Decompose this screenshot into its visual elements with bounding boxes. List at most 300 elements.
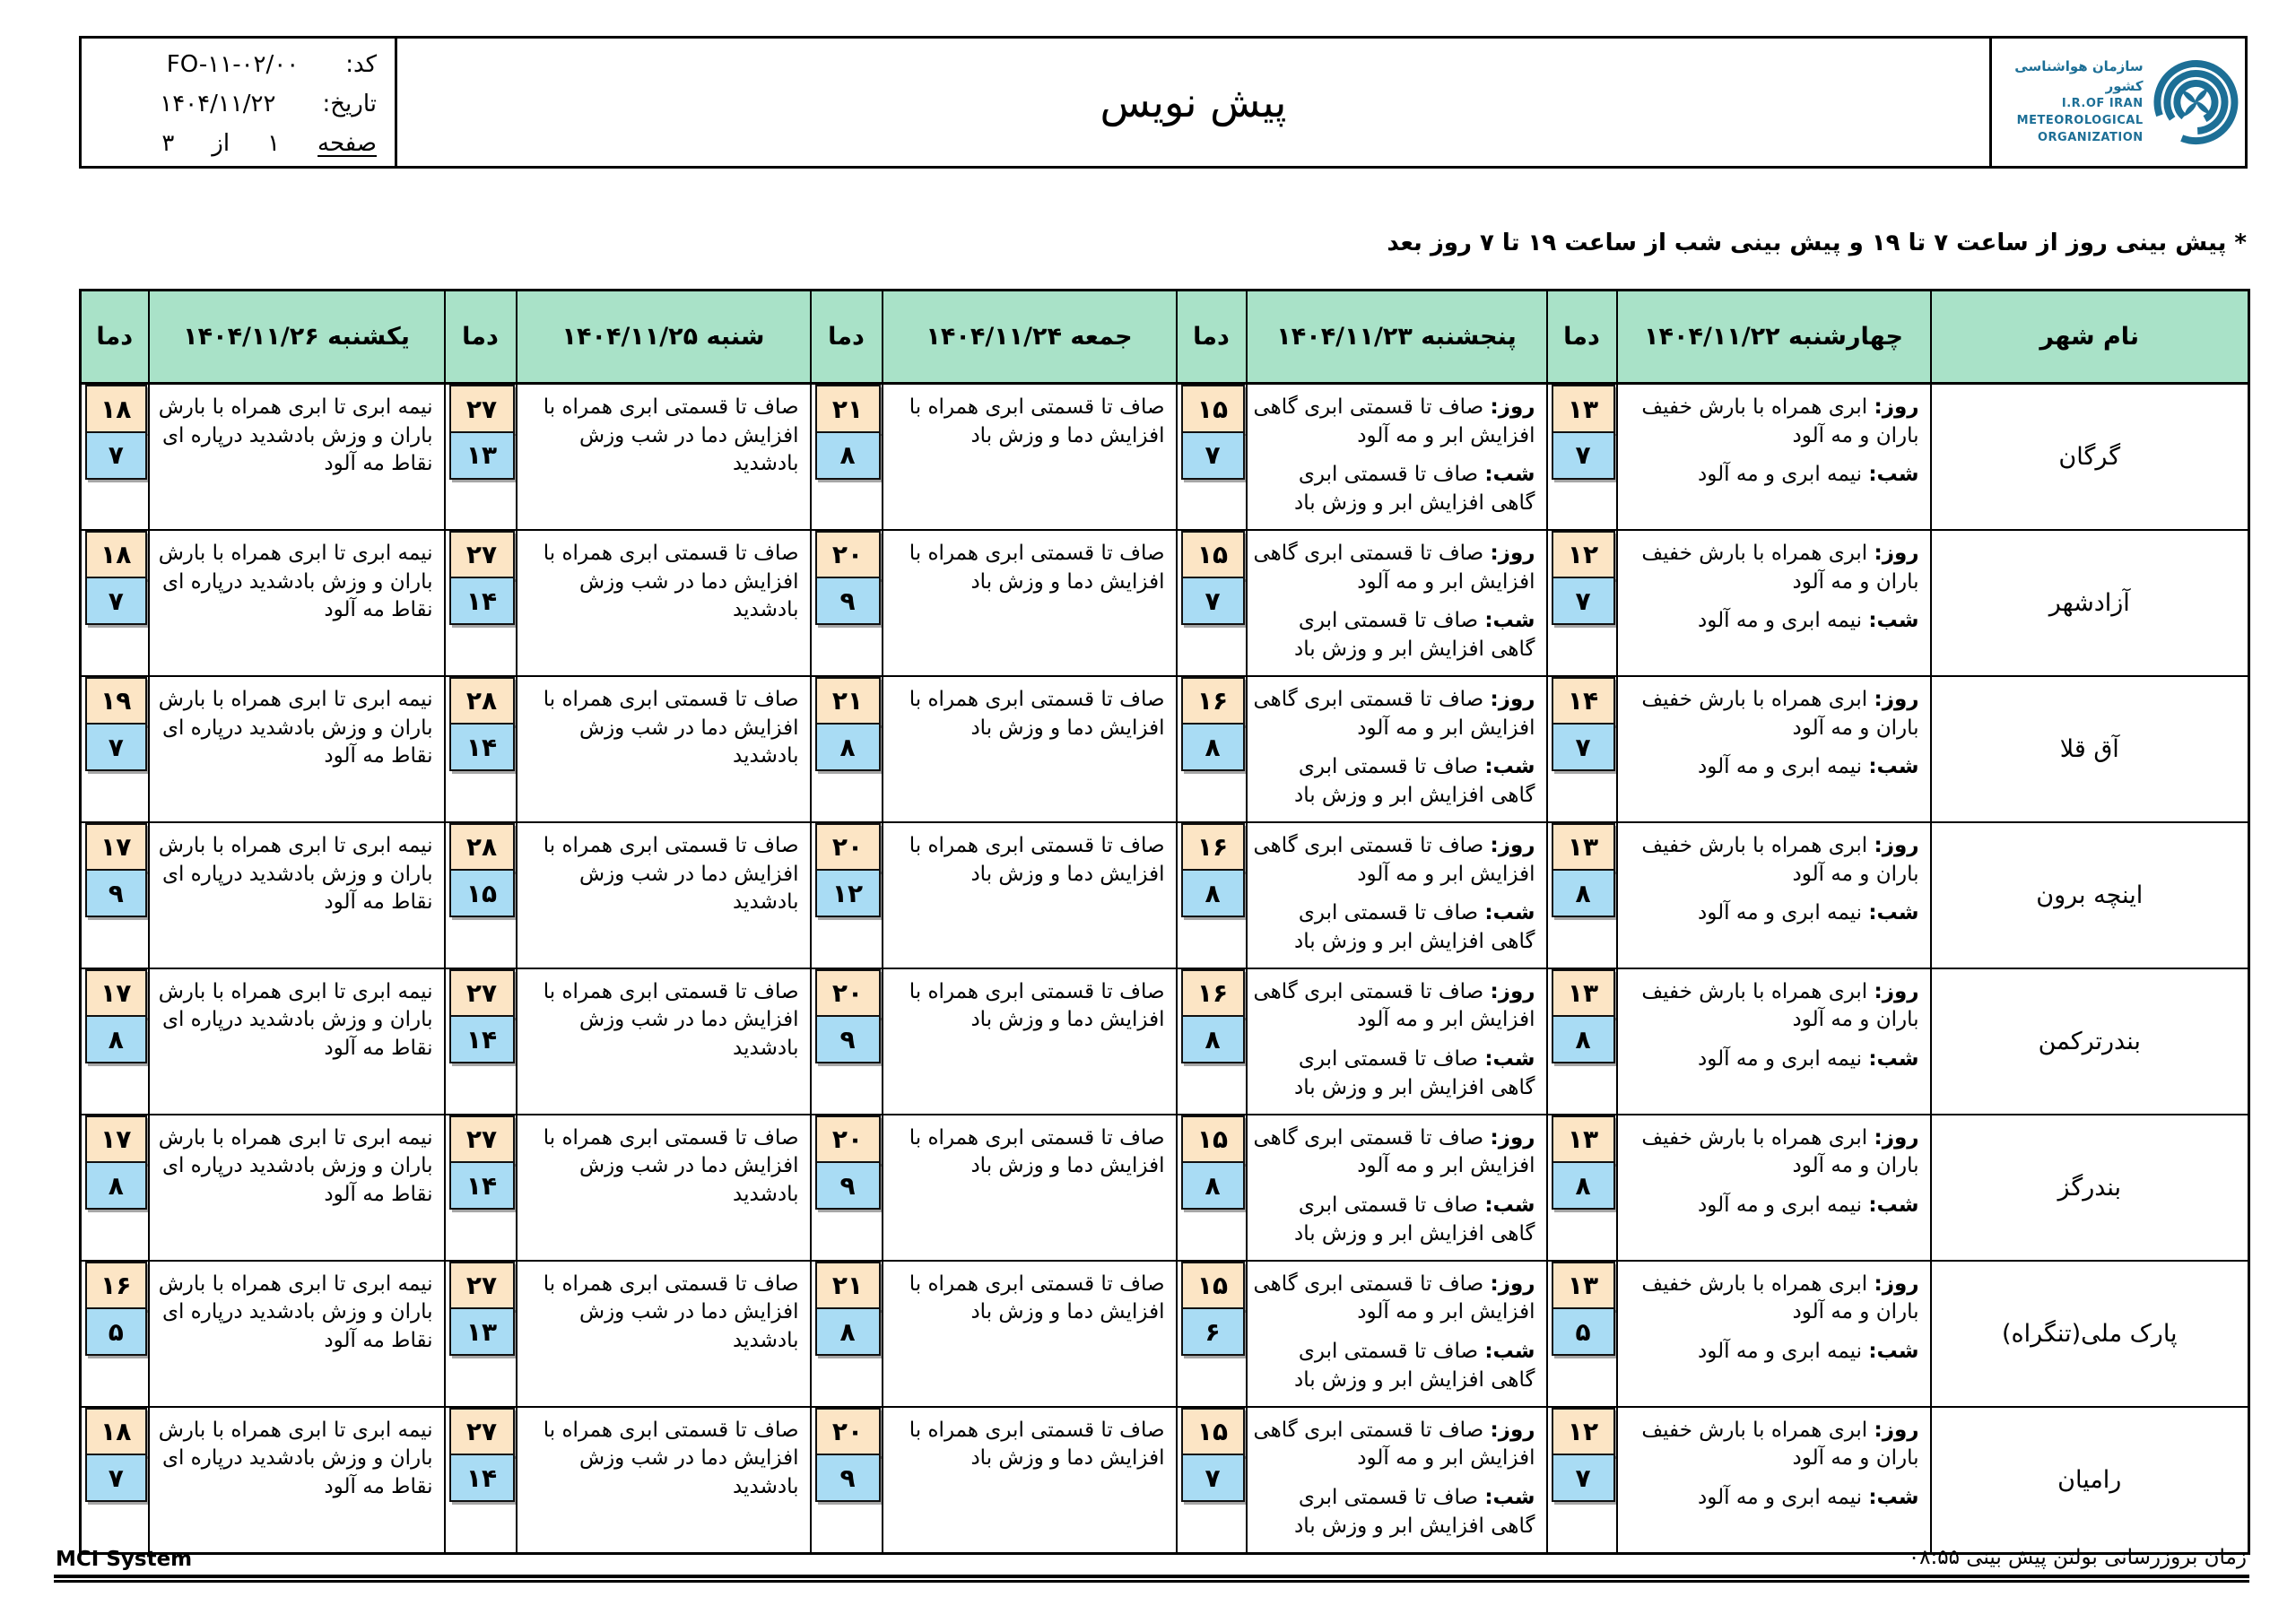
max-temp-box: ۱۶: [1181, 969, 1245, 1018]
max-temp-box: ۱۷: [85, 1115, 147, 1164]
max-temp-box: ۲۱: [815, 677, 881, 725]
forecast-night: شب: نیمه ابری و مه آلود: [1698, 755, 1919, 779]
min-temp-box: ۸: [815, 723, 881, 771]
night-label: شب:: [1484, 901, 1535, 925]
day-label: روز:: [1874, 395, 1919, 419]
forecast-night: شب: صاف تا قسمتی ابری گاهی افزایش ابر و وزش باد: [1293, 463, 1535, 516]
temp-cell: [81, 384, 149, 530]
forecast-night: شب: نیمه ابری و مه آلود: [1698, 463, 1919, 487]
temp-cell: [81, 1407, 149, 1553]
min-temp-box: ۸: [85, 1161, 147, 1210]
column-header-temp: دما: [1547, 291, 1617, 384]
max-temp-box: ۱۳: [1552, 1262, 1615, 1310]
min-temp-box: ۵: [85, 1307, 147, 1356]
max-temp-box: ۱۶: [85, 1262, 147, 1310]
temp-cell: [445, 676, 517, 822]
min-temp-box: ۷: [1552, 431, 1615, 480]
forecast-cell: [1247, 676, 1547, 822]
min-temp-box: ۸: [815, 431, 881, 480]
forecast-cell: [883, 384, 1177, 530]
org-logo-text: [1996, 57, 2144, 147]
max-temp-box: ۲۷: [449, 531, 515, 579]
min-temp-box: ۹: [85, 869, 147, 917]
forecast-cell: [1617, 384, 1931, 530]
org-name-en-3: ORGANIZATION: [2038, 131, 2144, 145]
forecast-cell: [517, 1115, 811, 1261]
city-cell: گرگان: [1931, 384, 2249, 530]
forecast-cell: [1617, 968, 1931, 1115]
night-label: شب:: [1484, 609, 1535, 633]
max-temp-box: ۲۰: [815, 969, 881, 1018]
forecast-day: روز: ابری همراه با بارش خفیف باران و مه آلود: [1641, 833, 1919, 886]
temp-cell: [1177, 1115, 1247, 1261]
night-label: شب:: [1484, 1047, 1535, 1072]
column-header-day: شنبه ۱۴۰۴/۱۱/۲۵: [517, 291, 811, 384]
forecast-cell: [517, 530, 811, 676]
temp-cell: [81, 530, 149, 676]
header-row: [81, 291, 2249, 384]
min-temp-box: ۸: [1552, 869, 1615, 917]
document-title: پیش نویس: [1100, 78, 1287, 126]
night-label: شب:: [1868, 755, 1919, 779]
max-temp-box: ۲۷: [449, 1262, 515, 1310]
forecast-day: روز: ابری همراه با بارش خفیف باران و مه آلود: [1641, 541, 1919, 594]
forecast-cell: [883, 1261, 1177, 1407]
min-temp-box: ۸: [1181, 723, 1245, 771]
max-temp-box: ۱۳: [1552, 823, 1615, 872]
forecast-cell: [149, 676, 445, 822]
min-temp-box: ۹: [815, 1454, 881, 1502]
max-temp-box: ۱۲: [1552, 531, 1615, 579]
page-label: صفحه: [317, 130, 377, 157]
day-label: روز:: [1874, 541, 1919, 565]
forecast-text: صاف تا قسمتی ابری همراه با افزایش دما در شب وزش بادشدید: [543, 687, 799, 768]
max-temp-box: ۲۷: [449, 1408, 515, 1456]
code-label: کد:: [345, 51, 377, 78]
max-temp-box: ۱۶: [1181, 677, 1245, 725]
temp-cell: [81, 676, 149, 822]
forecast-night: شب: نیمه ابری و مه آلود: [1698, 1193, 1919, 1218]
day-label: روز:: [1874, 687, 1919, 711]
forecast-text: صاف تا قسمتی ابری همراه با افزایش دما در شب وزش بادشدید: [543, 979, 799, 1061]
min-temp-box: ۸: [1181, 1015, 1245, 1063]
min-temp-box: ۵: [1552, 1307, 1615, 1356]
forecast-cell: [1247, 968, 1547, 1115]
column-header-day: پنجشنبه ۱۴۰۴/۱۱/۲۳: [1247, 291, 1547, 384]
temp-cell: [81, 968, 149, 1115]
temp-cell: [1177, 1261, 1247, 1407]
forecast-night: شب: صاف تا قسمتی ابری گاهی افزایش ابر و وزش باد: [1293, 755, 1535, 808]
day-label: روز:: [1874, 1418, 1919, 1442]
max-temp-box: ۱۷: [85, 823, 147, 872]
min-temp-box: ۷: [85, 1454, 147, 1502]
forecast-day: روز: صاف تا قسمتی ابری گاهی افزایش ابر و مه آلود: [1253, 1418, 1535, 1471]
temp-cell: [811, 1407, 883, 1553]
max-temp-box: ۲۰: [815, 1408, 881, 1456]
forecast-text: نیمه ابری تا ابری همراه با بارش باران و وزش بادشدید درپاره ای نقاط مه آلود: [158, 395, 433, 476]
forecast-cell: [149, 1261, 445, 1407]
temp-cell: [811, 530, 883, 676]
forecast-cell: [883, 968, 1177, 1115]
forecast-text: صاف تا قسمتی ابری همراه با افزایش دما و وزش باد: [909, 395, 1165, 447]
org-logo: [1989, 39, 2245, 166]
forecast-text: صاف تا قسمتی ابری همراه با افزایش دما و وزش باد: [909, 1125, 1165, 1178]
max-temp-box: ۱۷: [85, 969, 147, 1018]
forecast-day: روز: صاف تا قسمتی ابری گاهی افزایش ابر و مه آلود: [1253, 979, 1535, 1032]
night-label: شب:: [1484, 1486, 1535, 1510]
temp-cell: [445, 822, 517, 968]
forecast-text: نیمه ابری تا ابری همراه با بارش باران و وزش بادشدید درپاره ای نقاط مه آلود: [158, 979, 433, 1061]
forecast-text: صاف تا قسمتی ابری همراه با افزایش دما در شب وزش بادشدید: [543, 833, 799, 915]
min-temp-box: ۹: [815, 1015, 881, 1063]
org-name-fa: سازمان هواشناسی کشور: [2014, 57, 2144, 94]
temp-cell: [1547, 1261, 1617, 1407]
night-label: شب:: [1484, 463, 1535, 487]
max-temp-box: ۱۳: [1552, 385, 1615, 433]
temp-cell: [1177, 384, 1247, 530]
date-line: [94, 91, 377, 117]
min-temp-box: ۸: [1552, 1015, 1615, 1063]
column-header-day: چهارشنبه ۱۴۰۴/۱۱/۲۲: [1617, 291, 1931, 384]
day-label: روز:: [1874, 1271, 1919, 1296]
day-label: روز:: [1874, 1125, 1919, 1150]
temp-cell: [1547, 822, 1617, 968]
table-row: [81, 530, 2249, 676]
forecast-cell: [517, 676, 811, 822]
temp-cell: [81, 1115, 149, 1261]
max-temp-box: ۱۸: [85, 385, 147, 433]
column-header-temp: دما: [811, 291, 883, 384]
forecast-cell: [149, 968, 445, 1115]
min-temp-box: ۸: [85, 1015, 147, 1063]
min-temp-box: ۷: [1181, 1454, 1245, 1502]
org-name-en-2: METEOROLOGICAL: [2016, 114, 2144, 128]
min-temp-box: ۷: [1181, 577, 1245, 625]
temp-cell: [811, 384, 883, 530]
forecast-night: شب: نیمه ابری و مه آلود: [1698, 901, 1919, 925]
date-value: ۱۴۰۴/۱۱/۲۲: [160, 91, 276, 117]
min-temp-box: ۷: [85, 431, 147, 480]
max-temp-box: ۱۳: [1552, 1115, 1615, 1164]
night-label: شب:: [1868, 1340, 1919, 1364]
forecast-day: روز: ابری همراه با بارش خفیف باران و مه آلود: [1641, 1271, 1919, 1324]
forecast-day: روز: صاف تا قسمتی ابری گاهی افزایش ابر و مه آلود: [1253, 833, 1535, 886]
day-label: روز:: [1490, 541, 1535, 565]
max-temp-box: ۲۱: [815, 1262, 881, 1310]
forecast-cell: [1247, 1261, 1547, 1407]
table-row: [81, 676, 2249, 822]
forecast-night: شب: نیمه ابری و مه آلود: [1698, 609, 1919, 633]
code-line: [94, 51, 377, 78]
max-temp-box: ۱۸: [85, 1408, 147, 1456]
temp-cell: [1177, 968, 1247, 1115]
forecast-night: شب: نیمه ابری و مه آلود: [1698, 1340, 1919, 1364]
spiral-logo-icon: [2147, 48, 2241, 157]
temp-cell: [81, 1261, 149, 1407]
column-header-temp: دما: [445, 291, 517, 384]
city-cell: بندرگز: [1931, 1115, 2249, 1261]
forecast-cell: [1247, 530, 1547, 676]
max-temp-box: ۱۶: [1181, 823, 1245, 872]
city-cell: اینچه برون: [1931, 822, 2249, 968]
min-temp-box: ۸: [1552, 1161, 1615, 1210]
forecast-cell: [517, 968, 811, 1115]
forecast-night: شب: صاف تا قسمتی ابری گاهی افزایش ابر و وزش باد: [1293, 1340, 1535, 1392]
night-label: شب:: [1484, 755, 1535, 779]
day-label: روز:: [1490, 687, 1535, 711]
column-header-day: یکشنبه ۱۴۰۴/۱۱/۲۶: [149, 291, 445, 384]
forecast-text: صاف تا قسمتی ابری همراه با افزایش دما در شب وزش بادشدید: [543, 1125, 799, 1207]
forecast-hours-note: * پیش بینی روز از ساعت ۷ تا ۱۹ و پیش بینی شب از ساعت ۱۹ تا ۷ روز بعد: [1387, 230, 2247, 256]
min-temp-box: ۸: [815, 1307, 881, 1356]
page-number: ۱: [267, 130, 281, 157]
night-label: شب:: [1484, 1340, 1535, 1364]
min-temp-box: ۱۴: [449, 1015, 515, 1063]
min-temp-box: ۷: [85, 723, 147, 771]
max-temp-box: ۱۵: [1181, 1115, 1245, 1164]
forecast-night: شب: نیمه ابری و مه آلود: [1698, 1047, 1919, 1072]
column-header-day: جمعه ۱۴۰۴/۱۱/۲۴: [883, 291, 1177, 384]
forecast-day: روز: صاف تا قسمتی ابری گاهی افزایش ابر و مه آلود: [1253, 687, 1535, 740]
night-label: شب:: [1868, 1486, 1919, 1510]
min-temp-box: ۱۴: [449, 1454, 515, 1502]
min-temp-box: ۷: [1552, 723, 1615, 771]
page-of-label: از: [212, 130, 230, 157]
temp-cell: [811, 822, 883, 968]
day-label: روز:: [1490, 1271, 1535, 1296]
city-cell: بندرترکمن: [1931, 968, 2249, 1115]
min-temp-box: ۹: [815, 1161, 881, 1210]
forecast-cell: [1617, 1115, 1931, 1261]
min-temp-box: ۱۵: [449, 869, 515, 917]
temp-cell: [811, 1261, 883, 1407]
forecast-cell: [1617, 530, 1931, 676]
form-meta: [82, 39, 397, 166]
forecast-day: روز: ابری همراه با بارش خفیف باران و مه آلود: [1641, 395, 1919, 447]
temp-cell: [445, 384, 517, 530]
table-row: [81, 1261, 2249, 1407]
temp-cell: [1177, 1407, 1247, 1553]
forecast-day: روز: ابری همراه با بارش خفیف باران و مه آلود: [1641, 979, 1919, 1032]
day-label: روز:: [1874, 979, 1919, 1003]
max-temp-box: ۲۸: [449, 823, 515, 872]
forecast-day: روز: صاف تا قسمتی ابری گاهی افزایش ابر و مه آلود: [1253, 1125, 1535, 1178]
city-cell: پارک ملی(تنگراه): [1931, 1261, 2249, 1407]
forecast-day: روز: ابری همراه با بارش خفیف باران و مه آلود: [1641, 1418, 1919, 1471]
max-temp-box: ۲۰: [815, 1115, 881, 1164]
max-temp-box: ۲۷: [449, 1115, 515, 1164]
forecast-cell: [1617, 1407, 1931, 1553]
city-cell: آزادشهر: [1931, 530, 2249, 676]
night-label: شب:: [1484, 1193, 1535, 1218]
code-value: FO-۱۱-۰۲/۰۰: [166, 51, 300, 78]
footer-divider: [54, 1575, 2249, 1583]
forecast-text: صاف تا قسمتی ابری همراه با افزایش دما و وزش باد: [909, 979, 1165, 1032]
forecast-cell: [1617, 676, 1931, 822]
forecast-table: [79, 289, 2250, 1555]
forecast-text: صاف تا قسمتی ابری همراه با افزایش دما و وزش باد: [909, 1271, 1165, 1324]
temp-cell: [811, 1115, 883, 1261]
forecast-cell: [883, 1407, 1177, 1553]
table-row: [81, 384, 2249, 530]
temp-cell: [1547, 1407, 1617, 1553]
forecast-cell: [517, 384, 811, 530]
forecast-cell: [149, 384, 445, 530]
forecast-day: روز: صاف تا قسمتی ابری گاهی افزایش ابر و مه آلود: [1253, 1271, 1535, 1324]
forecast-night: شب: صاف تا قسمتی ابری گاهی افزایش ابر و وزش باد: [1293, 1047, 1535, 1099]
form-header: [79, 36, 2248, 169]
forecast-text: نیمه ابری تا ابری همراه با بارش باران و وزش بادشدید درپاره ای نقاط مه آلود: [158, 541, 433, 622]
forecast-text: صاف تا قسمتی ابری همراه با افزایش دما و وزش باد: [909, 687, 1165, 740]
forecast-text: صاف تا قسمتی ابری همراه با افزایش دما و وزش باد: [909, 833, 1165, 886]
max-temp-box: ۲۰: [815, 823, 881, 872]
forecast-cell: [149, 1115, 445, 1261]
forecast-night: شب: صاف تا قسمتی ابری گاهی افزایش ابر و وزش باد: [1293, 609, 1535, 662]
temp-cell: [445, 1407, 517, 1553]
temp-cell: [1177, 530, 1247, 676]
forecast-text: صاف تا قسمتی ابری همراه با افزایش دما و وزش باد: [909, 1418, 1165, 1471]
forecast-night: شب: صاف تا قسمتی ابری گاهی افزایش ابر و وزش باد: [1293, 1193, 1535, 1245]
min-temp-box: ۷: [1552, 577, 1615, 625]
forecast-cell: [149, 530, 445, 676]
forecast-text: صاف تا قسمتی ابری همراه با افزایش دما و وزش باد: [909, 541, 1165, 594]
forecast-text: صاف تا قسمتی ابری همراه با افزایش دما در شب وزش بادشدید: [543, 541, 799, 622]
min-temp-box: ۷: [1552, 1454, 1615, 1502]
forecast-text: نیمه ابری تا ابری همراه با بارش باران و وزش بادشدید درپاره ای نقاط مه آلود: [158, 1418, 433, 1499]
forecast-cell: [1617, 1261, 1931, 1407]
date-label: تاریخ:: [322, 91, 377, 117]
forecast-day: روز: صاف تا قسمتی ابری گاهی افزایش ابر و مه آلود: [1253, 395, 1535, 447]
forecast-cell: [517, 1261, 811, 1407]
org-name-en-1: I.R.OF IRAN: [2061, 97, 2144, 111]
max-temp-box: ۲۰: [815, 531, 881, 579]
forecast-text: صاف تا قسمتی ابری همراه با افزایش دما در شب وزش بادشدید: [543, 1271, 799, 1353]
min-temp-box: ۱۴: [449, 723, 515, 771]
city-cell: رامیان: [1931, 1407, 2249, 1553]
temp-cell: [1547, 968, 1617, 1115]
forecast-cell: [883, 676, 1177, 822]
forecast-night: شب: صاف تا قسمتی ابری گاهی افزایش ابر و وزش باد: [1293, 1486, 1535, 1538]
night-label: شب:: [1868, 1047, 1919, 1072]
temp-cell: [445, 1115, 517, 1261]
page-total: ۳: [161, 130, 175, 157]
forecast-cell: [149, 1407, 445, 1553]
city-cell: آق قلا: [1931, 676, 2249, 822]
day-label: روز:: [1490, 395, 1535, 419]
page-line: [94, 130, 377, 157]
max-temp-box: ۱۵: [1181, 385, 1245, 433]
temp-cell: [1177, 822, 1247, 968]
max-temp-box: ۱۵: [1181, 531, 1245, 579]
min-temp-box: ۱۲: [815, 869, 881, 917]
temp-cell: [811, 676, 883, 822]
forecast-cell: [1617, 822, 1931, 968]
forecast-cell: [517, 1407, 811, 1553]
min-temp-box: ۱۴: [449, 577, 515, 625]
day-label: روز:: [1490, 833, 1535, 857]
temp-cell: [445, 1261, 517, 1407]
day-label: روز:: [1490, 1418, 1535, 1442]
day-label: روز:: [1490, 1125, 1535, 1150]
table-row: [81, 1407, 2249, 1553]
min-temp-box: ۸: [1181, 869, 1245, 917]
temp-cell: [811, 968, 883, 1115]
temp-cell: [1547, 384, 1617, 530]
table-row: [81, 1115, 2249, 1261]
max-temp-box: ۲۷: [449, 969, 515, 1018]
forecast-text: صاف تا قسمتی ابری همراه با افزایش دما در شب وزش بادشدید: [543, 395, 799, 476]
max-temp-box: ۱۳: [1552, 969, 1615, 1018]
night-label: شب:: [1868, 609, 1919, 633]
temp-cell: [445, 968, 517, 1115]
night-label: شب:: [1868, 901, 1919, 925]
forecast-night: شب: صاف تا قسمتی ابری گاهی افزایش ابر و وزش باد: [1293, 901, 1535, 954]
max-temp-box: ۱۵: [1181, 1262, 1245, 1310]
max-temp-box: ۱۹: [85, 677, 147, 725]
forecast-cell: [883, 822, 1177, 968]
system-name: MCI System: [56, 1548, 193, 1571]
forecast-day: روز: ابری همراه با بارش خفیف باران و مه آلود: [1641, 1125, 1919, 1178]
day-label: روز:: [1874, 833, 1919, 857]
temp-cell: [1547, 530, 1617, 676]
forecast-cell: [883, 530, 1177, 676]
temp-cell: [1177, 676, 1247, 822]
min-temp-box: ۷: [85, 577, 147, 625]
max-temp-box: ۲۱: [815, 385, 881, 433]
forecast-cell: [149, 822, 445, 968]
forecast-cell: [517, 822, 811, 968]
min-temp-box: ۷: [1181, 431, 1245, 480]
temp-cell: [1547, 676, 1617, 822]
forecast-cell: [883, 1115, 1177, 1261]
max-temp-box: ۱۸: [85, 531, 147, 579]
table-row: [81, 822, 2249, 968]
night-label: شب:: [1868, 463, 1919, 487]
forecast-text: نیمه ابری تا ابری همراه با بارش باران و وزش بادشدید درپاره ای نقاط مه آلود: [158, 1271, 433, 1353]
day-label: روز:: [1490, 979, 1535, 1003]
forecast-text: صاف تا قسمتی ابری همراه با افزایش دما در شب وزش بادشدید: [543, 1418, 799, 1499]
min-temp-box: ۶: [1181, 1307, 1245, 1356]
forecast-text: نیمه ابری تا ابری همراه با بارش باران و وزش بادشدید درپاره ای نقاط مه آلود: [158, 1125, 433, 1207]
forecast-day: روز: صاف تا قسمتی ابری گاهی افزایش ابر و مه آلود: [1253, 541, 1535, 594]
forecast-text: نیمه ابری تا ابری همراه با بارش باران و وزش بادشدید درپاره ای نقاط مه آلود: [158, 687, 433, 768]
max-temp-box: ۲۸: [449, 677, 515, 725]
min-temp-box: ۱۳: [449, 431, 515, 480]
column-header-city: نام شهر: [1931, 291, 2249, 384]
night-label: شب:: [1868, 1193, 1919, 1218]
temp-cell: [445, 530, 517, 676]
forecast-night: شب: نیمه ابری و مه آلود: [1698, 1486, 1919, 1510]
max-temp-box: ۱۵: [1181, 1408, 1245, 1456]
max-temp-box: ۱۴: [1552, 677, 1615, 725]
max-temp-box: ۱۲: [1552, 1408, 1615, 1456]
forecast-cell: [1247, 1115, 1547, 1261]
min-temp-box: ۸: [1181, 1161, 1245, 1210]
min-temp-box: ۱۳: [449, 1307, 515, 1356]
forecast-cell: [1247, 822, 1547, 968]
table-row: [81, 968, 2249, 1115]
forecast-cell: [1247, 384, 1547, 530]
max-temp-box: ۲۷: [449, 385, 515, 433]
column-header-temp: دما: [1177, 291, 1247, 384]
min-temp-box: ۱۴: [449, 1161, 515, 1210]
column-header-temp: دما: [81, 291, 149, 384]
bulletin-update-time: زمان بروزرسانی بولتن پیش بینی ۰۸:۵۵: [1908, 1546, 2247, 1569]
forecast-text: نیمه ابری تا ابری همراه با بارش باران و وزش بادشدید درپاره ای نقاط مه آلود: [158, 833, 433, 915]
temp-cell: [81, 822, 149, 968]
min-temp-box: ۹: [815, 577, 881, 625]
forecast-cell: [1247, 1407, 1547, 1553]
